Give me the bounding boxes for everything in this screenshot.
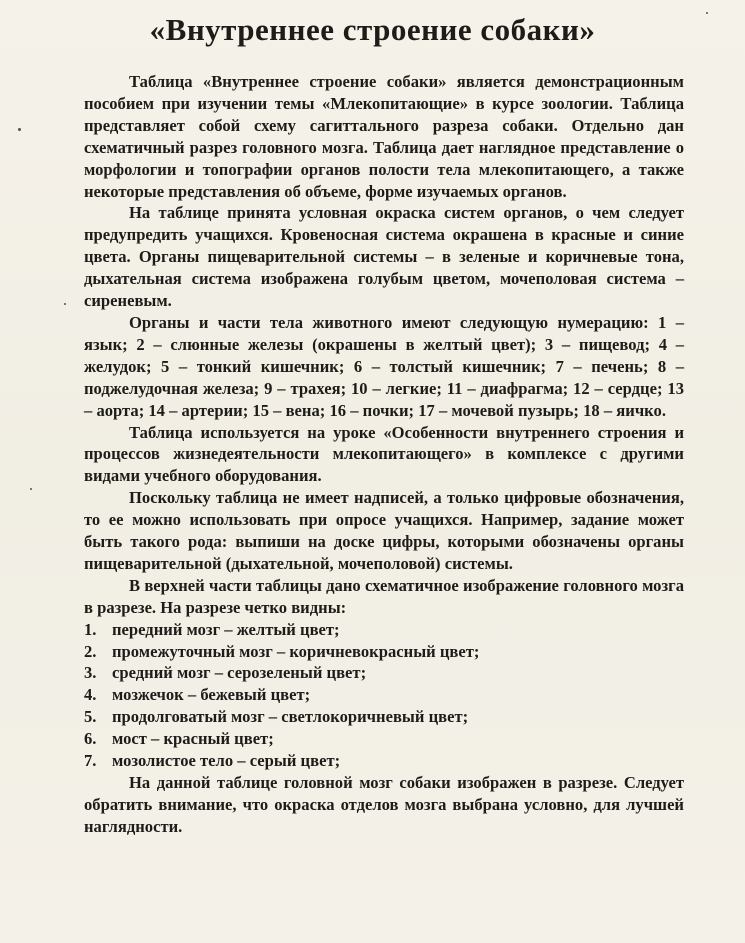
- list-item-number: 4.: [84, 685, 97, 705]
- paper-speck: [706, 12, 708, 14]
- paragraph-usage: Таблица используется на уроке «Особенности внутреннего строения и процессов жизнедеятельности млекопитающего» в комплексе с другими видами учебного оборудования.: [84, 422, 684, 486]
- list-item: [84, 728, 684, 750]
- paragraph-quiz: Поскольку таблица не имеет надписей, а только цифровые обозначения, то ее можно использовать при опросе учащихся. Например, задание может быть такого рода: выпиши на доске цифры, которыми обозначены органы пищеварительной (дыхательной, мочеполовой) системы.: [84, 488, 684, 573]
- paper-speck: [30, 488, 32, 490]
- list-item-number: 1.: [84, 619, 97, 639]
- list-item-number: 5.: [84, 707, 97, 727]
- list-item: [84, 641, 684, 663]
- list-item-text: промежуточный мозг – коричневокрасный цвет;: [112, 641, 480, 661]
- list-item: [84, 662, 684, 684]
- paragraph-intro: Таблица «Внутреннее строение собаки» является демонстрационным пособием при изучении темы «Млекопитающие» в курсе зоологии. Таблица представляет собой схему сагиттального разреза собаки. Отдельно дан схематичный разрез головного мозга. Таблица дает наглядное представление о морфологии и топографии органов полости тела млекопитающего, а также некоторые представления об объеме, форме изучаемых органов.: [84, 72, 684, 201]
- paper-speck: [64, 303, 66, 305]
- list-item-number: 2.: [84, 641, 97, 661]
- brain-parts-list: [84, 619, 684, 772]
- list-item: [84, 684, 684, 706]
- list-item-text: мозолистое тело – серый цвет;: [112, 751, 341, 771]
- paragraph-closing: На данной таблице головной мозг собаки изображен в разрезе. Следует обратить внимание, что окраска отделов мозга выбрана условно, для лучшей наглядности.: [84, 773, 684, 836]
- list-item-number: 6.: [84, 729, 97, 749]
- list-item-number: 7.: [84, 751, 97, 771]
- list-item: [84, 706, 684, 728]
- paragraph-coloring: На таблице принята условная окраска систем органов, о чем следует предупредить учащихся. Кровеносная система окрашена в красные и синие цвета. Органы пищеварительной системы – в зеленые и коричневые тона, дыхательная система изображена голубым цветом, мочеполовая система – сиреневым.: [84, 203, 684, 311]
- list-item: [84, 619, 684, 641]
- list-item-text: мост – красный цвет;: [112, 729, 274, 749]
- list-item-number: 3.: [84, 663, 97, 683]
- paragraph-brain-intro: В верхней части таблицы дано схематичное изображение головного мозга в разрезе. На разрезе четко видны:: [84, 575, 684, 617]
- document-body: [84, 71, 684, 838]
- page-title: «Внутреннее строение собаки»: [149, 12, 596, 47]
- list-item-text: мозжечок – бежевый цвет;: [112, 685, 311, 705]
- list-item-text: продолговатый мозг – светлокоричневый цвет;: [112, 707, 469, 727]
- list-item: [84, 750, 684, 772]
- paper-speck: [18, 128, 21, 131]
- paragraph-numbering: Органы и части тела животного имеют следующую нумерацию: 1 – язык; 2 – слюнные железы (окрашены в желтый цвет); 3 – пищевод; 4 – желудок; 5 – тонкий кишечник; 6 – толстый кишечник; 7 – печень; 8 – поджелудочная железа; 9 – трахея; 10 – легкие; 11 – диафрагма; 12 – сердце; 13 – аорта; 14 – артерии; 15 – вена; 16 – почки; 17 – мочевой пузырь; 18 – яичко.: [84, 312, 684, 420]
- list-item-text: передний мозг – желтый цвет;: [112, 619, 340, 639]
- list-item-text: средний мозг – серозеленый цвет;: [112, 663, 367, 683]
